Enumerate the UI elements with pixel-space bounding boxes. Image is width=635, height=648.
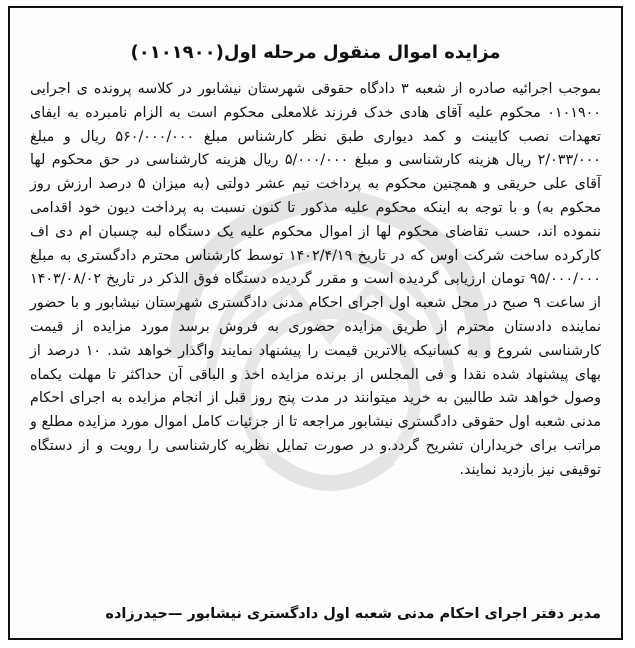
notice-title: مزایده اموال منقول مرحله اول(۰۱۰۱۹۰۰) — [130, 42, 501, 63]
notice-signature: مدیر دفتر اجرای احکام مدنی شعبه اول دادگستری نیشابور —حیدرزاده — [105, 606, 601, 622]
notice-body: بموجب اجرائیه صادره از شعبه ۳ دادگاه حقوقی شهرستان نیشابور در کلاسه پرونده ی اجرایی ۰۱۰۱۹۰۰ محکوم علیه آقای هادی خدک فرزند غلامعلی محکوم است به الزام نامبرده به ایفای تعهدات نصب کابینت و کمد دیواری طبق نظر کارشناس مبلغ ۵۶۰/۰۰۰/۰۰۰ ریال و مبلغ ۲/۰۳۳/۰۰۰ ریال هزینه کارشناسی و مبلغ ۵/۰۰۰/۰۰۰ ریال هزینه کارشناسی در حق محکوم لها آقای علی حریقی و همچنین محکوم به پرداخت نیم عشر دولتی (به میزان ۵ درصد ارزش روز محکوم به) و با توجه به اینکه محکوم علیه مذکور تا کنون نسبت به پرداخت دیون خود اقدامی ننموده اند، حسب تقاضای محکوم لها از اموال محکوم علیه یک دستگاه لبه چسبان ام دی اف کارکرده ساخت شرکت اوس که در تاریخ ۱۴۰۲/۴/۱۹ توسط کارشناس محترم دادگستری به مبلغ ۹۵/۰۰۰/۰۰۰ تومان ارزیابی گردیده است و مقرر گردیده دستگاه فوق الذکر در تاریخ ۱۴۰۳/۰۸/۰۲ از ساعت ۹ صبح در محل شعبه اول اجرای احکام مدنی دادگستری شهرستان نیشابور و با حضور نماینده دادستان محترم از طریق مزایده حضوری به فروش برسد مورد مزایده از قیمت کارشناسی شروع و به کسانیکه بالاترین قیمت را پیشنهاد نمایند واگذار خواهد شد. ۱۰ درصد از بهای پیشنهاد شده نقدا و فی المجلس از برنده مزایده اخذ و الباقی آن حداکثر تا مهلت یکماه وصول خواهد شد طالبین به خرید میتوانند در مدت پنج روز قبل از انجام مزایده به اجرای احکام مدنی شعبه اول حقوقی دادگستری نیشابور مراجعه تا از جزئیات کامل اموال مورد مزایده مطلع و مراتب برای خریداران تشریح گردد.و در صورت تمایل نظریه کارشناسی را رویت و از دستگاه توقیفی نیز بازدید نمایند. — [30, 81, 602, 478]
notice-frame — [8, 6, 623, 640]
